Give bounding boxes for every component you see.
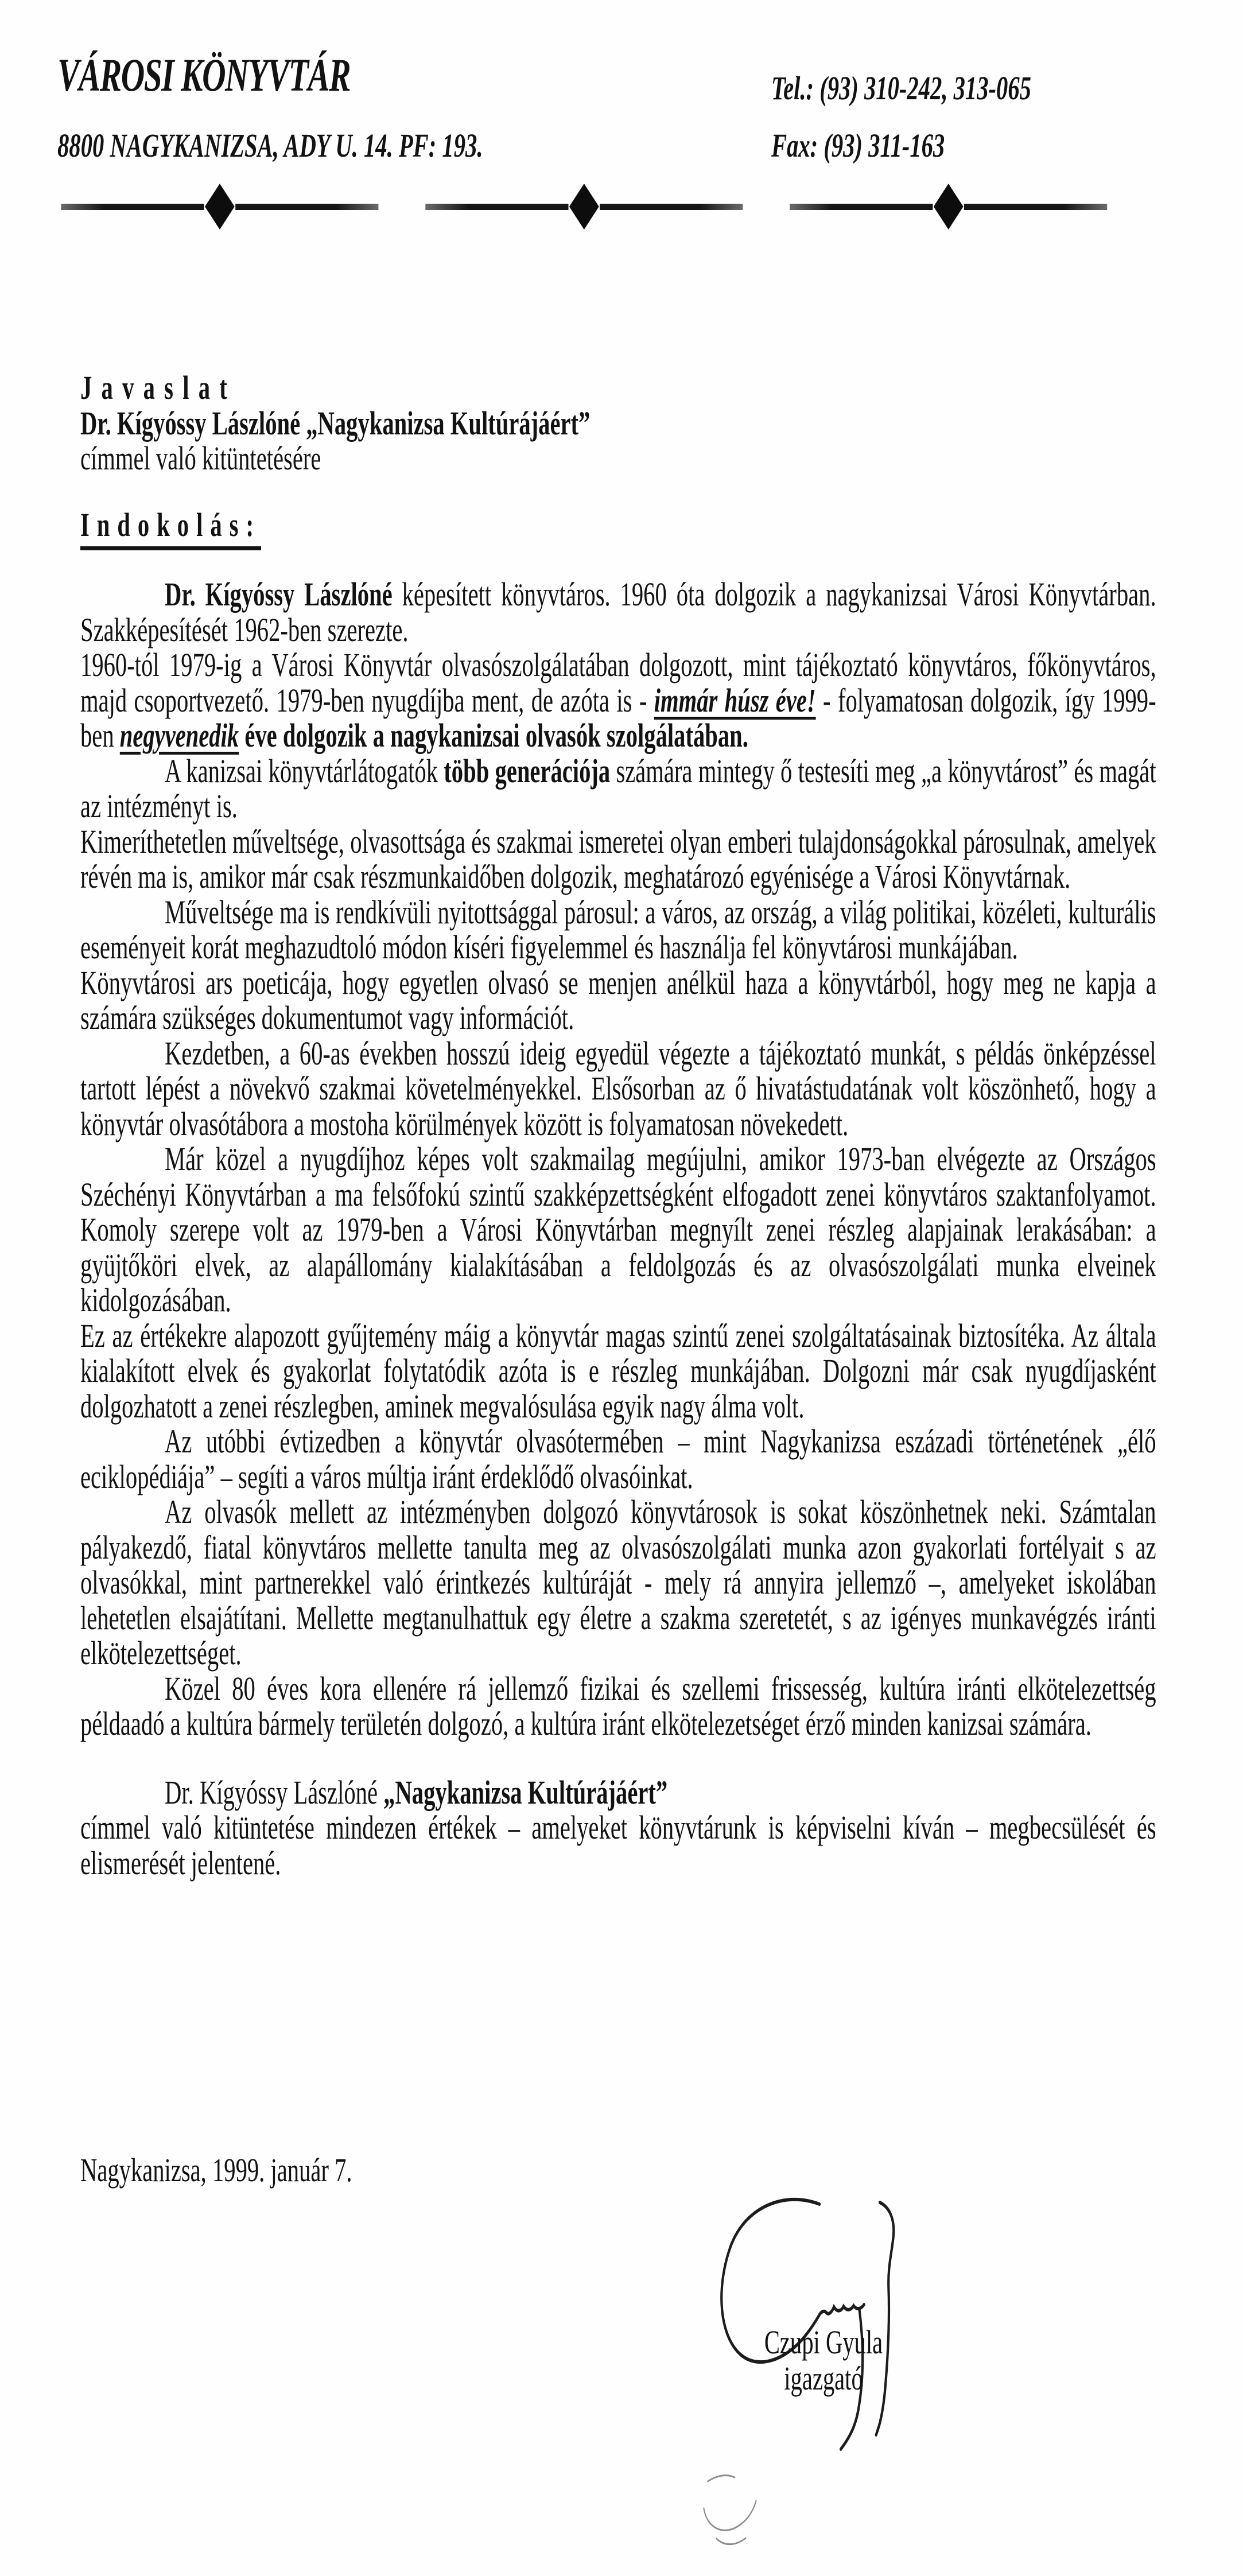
divider-line [600,204,743,210]
paragraph [80,577,1156,647]
closing-statement [80,1775,1156,1881]
text-run: több generációja [444,752,611,790]
paragraph [80,824,1156,895]
diamond-icon [934,184,964,230]
document-body [80,577,1156,1742]
divider-segment [790,184,1107,230]
divider-line [790,204,933,210]
section-heading: Indokolás: [80,507,261,551]
signatory-role: igazgató [784,2360,863,2397]
header-phone: Tel.: (93) 310-242, 313-065 [771,69,1031,107]
text-run: negyvenedik [119,717,239,754]
text-run: immár húsz éve! [654,681,816,719]
text-run: Már közel a nyugdíjhoz képes volt szakmailag megújulni, amikor 1973-ban elvégezte az Országos Széchényi Könyvtárban a ma felsőfokú szintű szakképzettségként elfogadott zenei könyvtáros szaktanfolyamot. Komoly szerepe volt az 1979-ben a Városi Könyvtárban megnyílt zenei részleg alapjainak lerakásában: a gyüjtőköri elvek, az alapállomány kialakításában a feldolgozás és az olvasószolgálati munka elveinek kidolgozásában. [80,1140,1156,1319]
paragraph [80,1671,1156,1742]
text-column [80,370,1156,1880]
text-run: Kimeríthetetlen műveltsége, olvasottsága és szakmai ismeretei olyan emberi tulajdonságokkal párosulnak, amelyek révén ma is, amikor már csak részmunkaidőben dolgozik, meghatározó egyénisége a Városi Könyvtárnak. [80,822,1156,895]
paragraph [80,1494,1156,1671]
section-heading-wrap [80,507,1156,551]
divider-line [235,204,378,210]
organization-name: VÁROSI KÖNYVTÁR [57,49,351,101]
paragraph [80,1036,1156,1142]
text-run: Dr. Kígyóssy Lászlóné [165,1773,384,1811]
signature-block [699,2196,948,2574]
signatory-name: Czupi Gyula [764,2324,883,2361]
divider-line [964,204,1107,210]
text-run [239,717,244,754]
text-run: címmel való kitüntetése mindezen értékek – amelyeket könyvtárunk is képviselni kíván – megbecsülését és elismerését jelentené. [80,1809,1156,1882]
paragraph [80,965,1156,1036]
text-run: „Nagykanizsa Kultúrájáért” [383,1773,668,1811]
text-run: Dr. Kígyóssy Lászlóné [165,576,393,613]
paragraph [80,1424,1156,1494]
proposal-subject-continuation: címmel való kitüntetésére [80,440,321,477]
text-run: Az olvasók mellett az intézményben dolgozó könyvtárosok is sokat köszönhetnek neki. Számtalan pályakezdő, fiatal könyvtáros mellette tanulta meg az olvasószolgálati munka azon gyakorlati fortélyait s az olvasókkal, mint partnerekkel való érintkezés kultúráját - mely rá annyira jellemző –, amelyeket iskolában lehetetlen elsajátítani. Mellette megtanulhattuk egy életre a szakma szeretetét, s az igényes munkavégzés iránti elkötelezettséget. [80,1493,1156,1672]
paragraph [80,1775,1156,1810]
header-address: 8800 NAGYKANIZSA, ADY U. 14. PF: 193. [57,127,483,164]
text-run: Kezdetben, a 60-as években hosszú ideig egyedül végezte a tájékoztató munkát, s példás önképzéssel tartott lépést a növekvő szakmai követelményekkel. Elsősorban az ő hivatástudatának volt köszönhető, hogy a könyvtár olvasótábora a mostoha körülmények között is folyamatosan növekedett. [80,1034,1156,1143]
divider-line [61,204,204,210]
text-run: - folyamatosan dolgozik, így 1999-ben [80,681,1156,754]
text-run: 1960-tól 1979-ig a Városi Könyvtár olvasószolgálatában dolgozott, mint tájékoztató könyvtáros, főkönyvtáros, majd csoportvezető. 1979-ben nyugdíjba ment, de azóta is - [80,646,1156,719]
text-run: Közel 80 éves kora ellenére rá jellemző fizikai és szellemi frissesség, kultúra iránti elkötelezettség példaadó a kultúra bármely területén dolgozó, a kultúra iránt elkötelezetséget érző minden kanizsai számára. [80,1669,1156,1742]
divider-line [425,204,568,210]
text-run: Műveltsége ma is rendkívüli nyitottsággal párosul: a város, az ország, a világ politikai, közéleti, kulturális eseményeit korát meghazudtoló módon kíséri figyelemmel és használja fel könyvtárosi munkájában. [80,893,1156,966]
text-run: Az utóbbi évtizedben a könyvtár olvasótermében – mint Nagykanizsa eszázadi történetének „élő eciklopédiája” – segíti a város múltja iránt érdeklődő olvasóinkat. [80,1423,1156,1495]
decorative-divider [61,184,1107,230]
text-run: A kanizsai könyvtárlátogatók [165,752,444,790]
paragraph [80,1141,1156,1318]
text-run: Könyvtárosi ars poeticája, hogy egyetlen olvasó se menjen anélkül haza a könyvtárból, hogy meg ne kapja a számára szükséges dokumentumot vagy információt. [80,963,1156,1036]
paragraph [80,647,1156,753]
diamond-icon [205,184,235,230]
text-run: Ez az értékekre alapozott gyűjtemény máig a könyvtár magas szintű zenei szolgáltatásainak biztosítéka. Az általa kialakított elvek és gyakorlat folytatódik azóta is e részleg munkájában. Dolgozni már csak nyugdíjasként dolgozhatott a zenei részlegben, aminek megvalósulása egyik nagy álma volt. [80,1316,1156,1425]
text-run: képesített könyvtáros. 1960 óta dolgozik a nagykanizsai Városi Könyvtárban. Szakképesítését 1962-ben szerezte. [80,576,1156,648]
divider-segment [61,184,378,230]
paragraph [80,895,1156,965]
text-run: számára mintegy ő testesíti meg „a könyvtárost” és magát az intézményt is. [80,752,1156,825]
letterhead [0,0,1243,241]
divider-segment [425,184,743,230]
text-run: éve dolgozik a nagykanizsai olvasók szolgálatában. [244,717,748,754]
proposal-heading: Javaslat [80,369,237,406]
paragraph [80,753,1156,824]
paragraph [80,1810,1156,1880]
paragraph [80,1318,1156,1424]
proposal-subject: Dr. Kígyóssy Lászlóné „Nagykanizsa Kultúrájáért” [80,404,591,442]
diamond-icon [569,184,599,230]
header-fax: Fax: (93) 311-163 [771,127,945,164]
date-line: Nagykanizsa, 1999. január 7. [80,2151,352,2189]
